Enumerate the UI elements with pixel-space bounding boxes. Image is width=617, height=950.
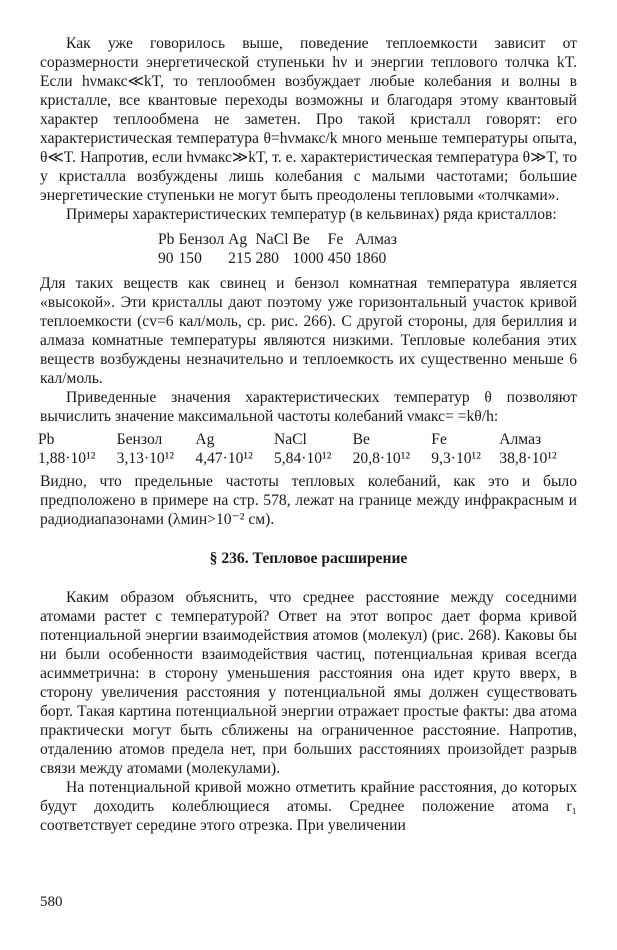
paragraph-room-temperature: Для таких веществ как свинец и бензол комнатная температура является «высокой». Эти кристаллы дают поэтому уже горизонтальный участок кривой теплоемкости (cv=6 кал/моль, ср. рис. 266). С другой стороны, для бериллия и алмаза комнатные температуры являются низкими. Тепловые колебания этих веществ возбуждены незначительно и теплоемкость их существенно меньше 6 кал/моль. (40, 275, 577, 387)
temp-header: Be (292, 231, 310, 248)
freq-table-header-row (38, 430, 578, 449)
temp-header: Fe (327, 231, 344, 248)
temp-header: NaCl (255, 231, 289, 248)
freq-value: 1,88·10¹² (38, 450, 96, 467)
freq-value: 20,8·10¹² (352, 450, 411, 467)
temp-table-header-row (156, 230, 399, 249)
temp-value: 1000 (292, 250, 324, 267)
paragraph-frequency-intro: Приведенные значения характеристических температур θ позволяют вычислить значение максимальной частоты колебаний νмакс= =kθ/h: (40, 389, 577, 425)
temp-header: Алмаз (355, 231, 397, 248)
temp-value: 280 (255, 250, 279, 267)
temp-value: 450 (327, 250, 352, 267)
temp-header: Ag (228, 231, 248, 248)
freq-value: 3,13·10¹² (116, 450, 175, 467)
paragraph-potential-curve: На потенциальной кривой можно отметить крайние расстояния, до которых будут доходить колеблющиеся атомы. Среднее положение атома r₁ соответствует середине этого отрезка. При увеличении (40, 779, 577, 834)
temp-value: 215 (228, 250, 252, 267)
max-frequency-table (38, 430, 578, 468)
characteristic-temperature-table (156, 230, 399, 268)
freq-value: 9,3·10¹² (431, 450, 481, 467)
paragraph-frequency-conclusion: Видно, что предельные частоты тепловых колебаний, как это и было предположено в примере на стр. 578, лежат на границе между инфракрасным и радиодиапазонами (λмин>10⁻² см). (40, 473, 577, 528)
freq-header: Ag (195, 431, 215, 448)
paragraph-examples-intro: Примеры характеристических температур (в кельвинах) ряда кристаллов: (66, 206, 557, 223)
temp-header: Бензол (178, 231, 225, 248)
temp-value: 90 (158, 250, 174, 267)
temp-table-value-row (156, 249, 399, 268)
freq-header: NaCl (273, 431, 307, 448)
paragraph-thermal-expansion: Каким образом объяснить, что среднее расстояние между соседними атомами растет с температурой? Ответ на этот вопрос дает форма кривой потенциальной энергии взаимодействия атомов (молекул) (рис. 268). Каковы бы ни были особенности взаимодействия частиц, потенциальная кривая всегда асимметрична: в сторону уменьшения расстояния она идет круто вверх, в сторону увеличения расстояния у потенциальной ямы должен существовать борт. Такая картина потенциальной энергии отражает простые факты: два атома практически могут быть сближены на ограниченное расстояние. Напротив, отдалению атомов предела нет, при больших расстояниях произойдет разрыв связи между атомами (молекулами). (40, 589, 577, 777)
section-title: § 236. Тепловое расширение (209, 550, 408, 567)
page-content (40, 34, 577, 835)
freq-value: 38,8·10¹² (499, 450, 557, 467)
temp-header: Pb (158, 231, 175, 248)
freq-header: Бензол (116, 431, 163, 448)
freq-value: 4,47·10¹² (195, 450, 253, 467)
freq-header: Be (352, 431, 370, 448)
temp-value: 150 (178, 250, 202, 267)
freq-value: 5,84·10¹² (273, 450, 332, 467)
page-number: 580 (40, 894, 63, 910)
freq-header: Pb (38, 431, 55, 448)
freq-table-value-row (38, 449, 578, 468)
freq-header: Алмаз (499, 431, 542, 448)
freq-header: Fe (431, 431, 447, 448)
paragraph-heat-capacity: Как уже говорилось выше, поведение теплоемкости зависит от соразмерности энергетической ступеньки hν и энергии теплового толчка kT. Если hνмакс≪kT, то теплообмен возбуждает любые колебания и волны в кристалле, все квантовые переходы возможны и благодаря этому квантовый характер теплообмена не заметен. Про такой кристалл говорят: его характеристическая температура θ=hνмакс/k много меньше температуры опыта, θ≪T. Напротив, если hνмакс≫kT, т. е. характеристическая температура θ≫T, то у кристалла возбуждены лишь колебания с малыми частотами; большие энергетические ступеньки не могут быть преодолены тепловыми «толчками». (40, 35, 577, 204)
temp-value: 1860 (355, 250, 387, 267)
